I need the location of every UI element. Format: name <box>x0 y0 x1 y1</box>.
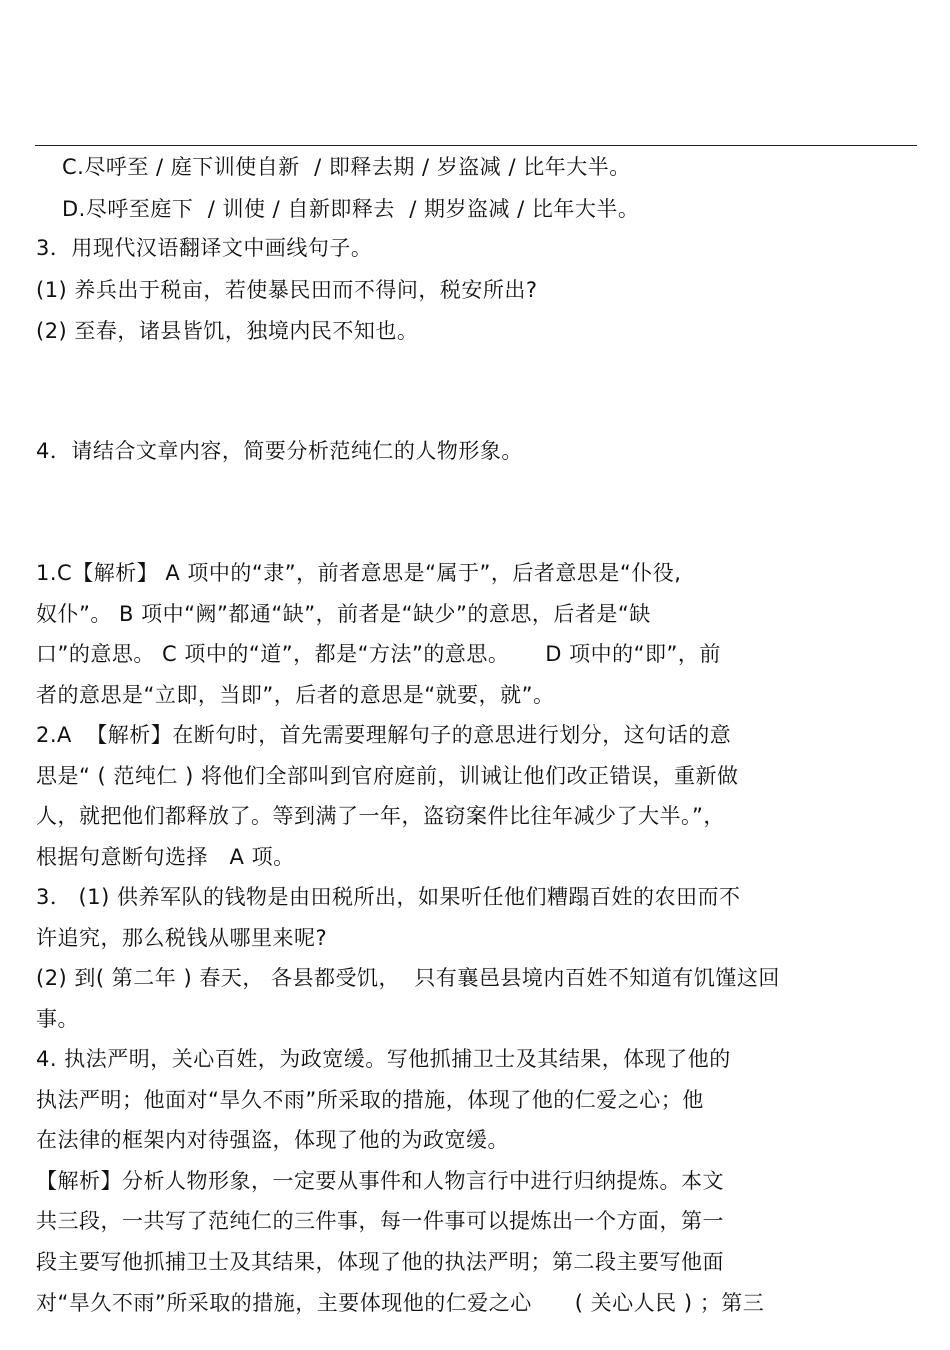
answer-line: 段主要写他抓捕卫士及其结果，体现了他的执法严明；第二段主要写他面 <box>36 1250 724 1274</box>
question-3-2: (2) 至春，诸县皆饥，独境内民不知也。 <box>36 319 419 343</box>
option-d: D.尽呼至庭下 / 训使 / 自新即释去 / 期岁盗减 / 比年大半。 <box>62 197 640 221</box>
answer-line: (2) 到( 第二年 ) 春天， 各县都受饥， 只有襄邑县境内百姓不知道有饥馑这回 <box>36 966 780 990</box>
answer-line: 对“旱久不雨”所采取的措施，主要体现他的仁爱之心 ( 关心人民 ) ；第三 <box>36 1291 765 1315</box>
answer-line: 者的意思是“立即，当即”，后者的意思是“就要，就”。 <box>36 683 555 707</box>
answer-line: 事。 <box>36 1007 79 1031</box>
question-4: 4．请结合文章内容，简要分析范纯仁的人物形象。 <box>36 439 523 463</box>
answer-line: 共三段，一共写了范纯仁的三件事，每一件事可以提炼出一个方面，第一 <box>36 1209 724 1233</box>
answer-line: 2.A 【解析】在断句时，首先需要理解句子的意思进行划分，这句话的意 <box>36 723 732 747</box>
answer-line: 思是“ ( 范纯仁 ) 将他们全部叫到官府庭前，训诫让他们改正错误，重新做 <box>36 764 739 788</box>
answer-line: 根据句意断句选择 A 项。 <box>36 845 295 869</box>
answer-line: 4. 执法严明，关心百姓，为政宽缓。写他抓捕卫士及其结果，体现了他的 <box>36 1047 731 1071</box>
header-rule <box>35 145 917 146</box>
answer-line: 3． (1) 供养军队的钱物是由田税所出，如果听任他们糟蹋百姓的农田而不 <box>36 885 741 909</box>
answer-line: 执法严明；他面对“旱久不雨”所采取的措施，体现了他的仁爱之心；他 <box>36 1088 704 1112</box>
answer-line: 奴仆”。 B 项中“阙”都通“缺”，前者是“缺少”的意思，后者是“缺 <box>36 602 651 626</box>
question-3-1: (1) 养兵出于税亩，若使暴民田而不得问，税安所出? <box>36 278 538 302</box>
option-c: C.尽呼至 / 庭下训使自新 / 即释去期 / 岁盗减 / 比年大半。 <box>62 155 631 179</box>
answer-line: 口”的意思。 C 项中的“道”，都是“方法”的意思。 D 项中的“即”，前 <box>36 642 721 666</box>
answer-line: 人，就把他们都释放了。等到满了一年，盗窃案件比往年减少了大半。”， <box>36 804 725 828</box>
answer-line: 1.C【解析】 A 项中的“隶”，前者意思是“属于”，后者意思是“仆役, <box>36 561 682 585</box>
answer-line: 许追究，那么税钱从哪里来呢? <box>36 926 328 950</box>
answer-line: 【解析】分析人物形象，一定要从事件和人物言行中进行归纳提炼。本文 <box>36 1169 724 1193</box>
question-3: 3．用现代汉语翻译文中画线句子。 <box>36 236 373 260</box>
answer-line: 在法律的框架内对待强盗，体现了他的为政宽缓。 <box>36 1128 509 1152</box>
